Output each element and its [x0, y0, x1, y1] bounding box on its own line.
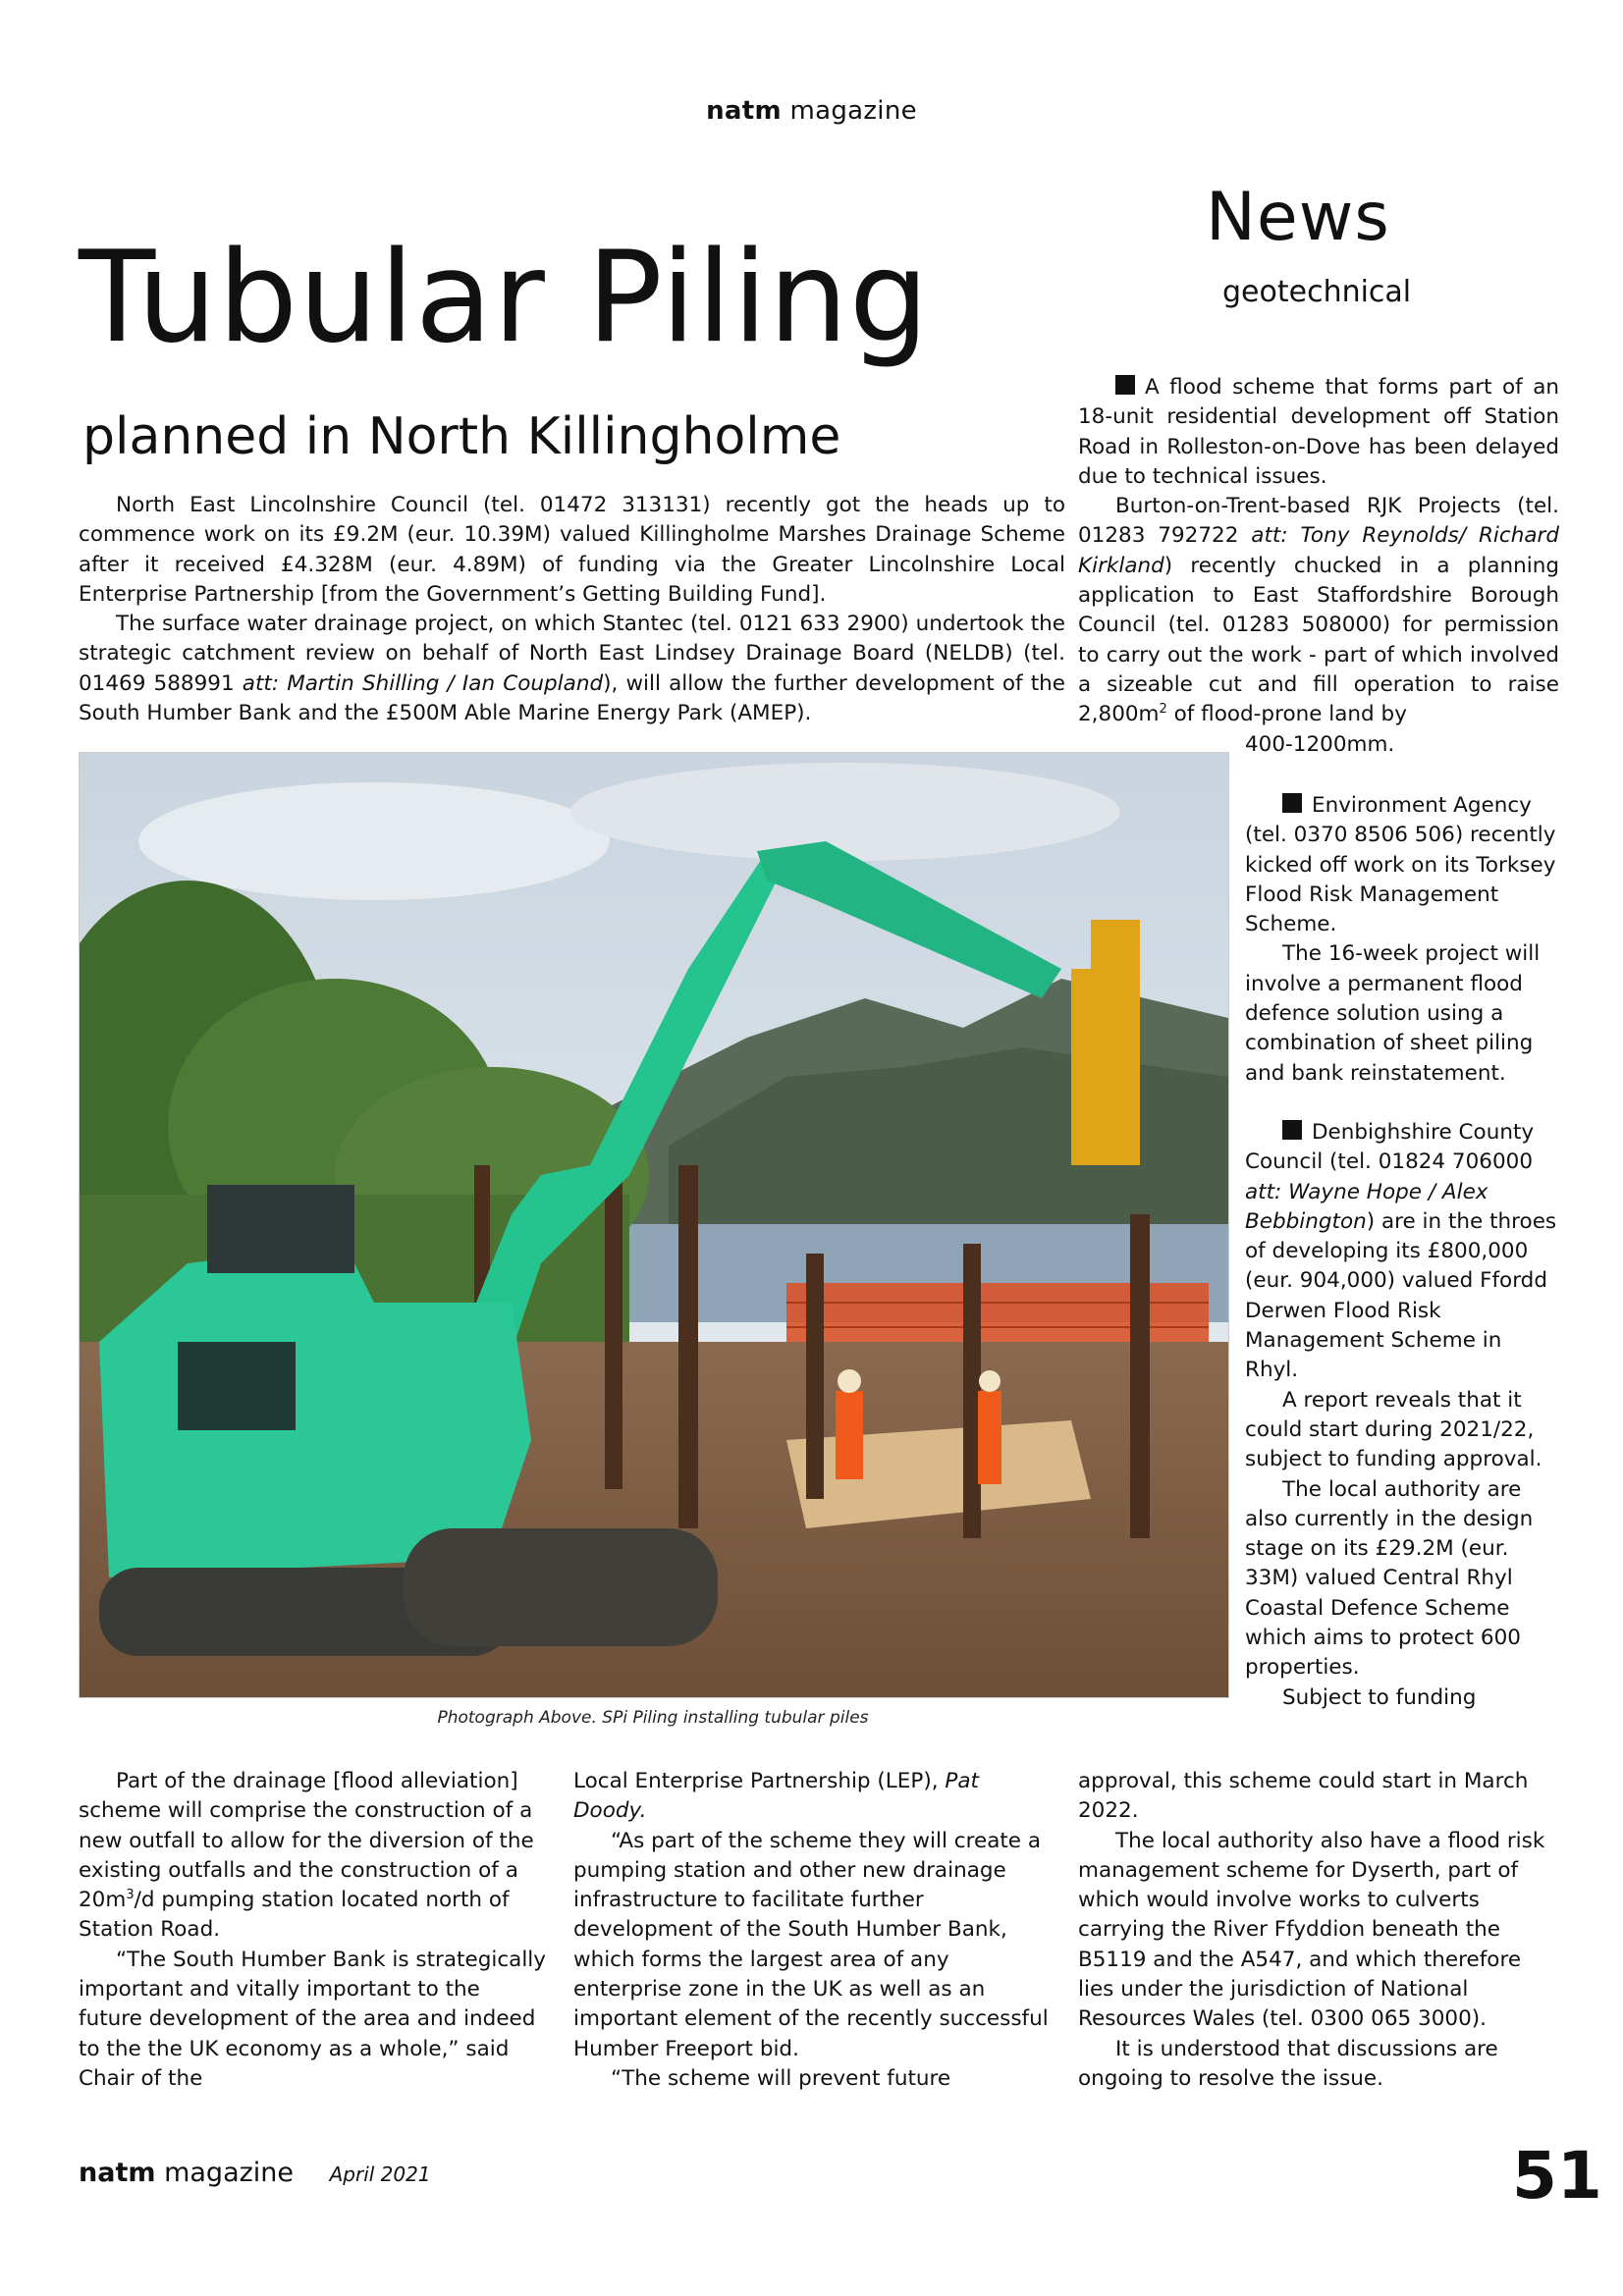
- bullet-square-icon: [1282, 1120, 1302, 1140]
- excavator-piling-photo: [80, 753, 1228, 1697]
- news-item-3-rhyl: The local authority are also currently in the design stage on its £29.2M (eur. 33M) valued Central Rhyl Coastal Defence Scheme which aims to protect 600 properties.: [1245, 1476, 1534, 1681]
- news-item-1-body: Burton-on-Trent-based RJK Projects (tel. 01283 792722 att: Tony Reynolds/ Richard Kirkland) recently chucked in a planning application to East Staffordshire Borough Council (tel. 01283 508000) for permission to carry out the work - part of which involved a sizeable cut and fill operation to raise $2,800m^2$ of flood-prone land by: [1078, 494, 1559, 727]
- article-intro: [79, 491, 1065, 728]
- page-number: 51: [1512, 2138, 1602, 2214]
- photo-caption: Photograph Above. SPi Piling installing tubular piles: [437, 1708, 869, 1728]
- intro-paragraph-2: The surface water drainage project, on which Stantec (tel. 0121 633 2900) undertook the strategic catchment review on behalf of North East Lindsey Drainage Board (NELDB) (tel. 01469 588991 att: Martin Shilling / Ian Coupland), will allow the further development of the South Humber Bank and the £500M Able Marine Energy Park (AMEP).: [79, 612, 1066, 726]
- footer-date: April 2021: [329, 2163, 431, 2186]
- news-item-1: [1078, 373, 1559, 760]
- col1-paragraph-2: “The South Humber Bank is strategically important and vitally important to the future development of the area and indeed to the the UK economy as a whole,” said Chair of the: [79, 1947, 546, 2091]
- article-column-1: [79, 1767, 550, 2094]
- news-item-3-report: A report reveals that it could start during 2021/22, subject to funding approval.: [1245, 1387, 1542, 1472]
- footer-brand-bold: natm: [79, 2158, 156, 2188]
- magazine-header: [0, 96, 1623, 126]
- news-item-1-lead: A flood scheme that forms part of an 18-unit residential development off Station Road in Rolleston-on-Dove has been delayed due to technical issues.: [1078, 375, 1559, 489]
- col2-paragraph-2: “As part of the scheme they will create a pumping station and other new drainage infrastructure to facilitate further development of the South Humber Bank, which forms the largest area of any enterprise zone in the UK as well as an important element of the recently successful Humber Freeport bid.: [573, 1828, 1049, 2061]
- news-item-2-lead: Environment Agency (tel. 0370 8506 506) recently kicked off work on its Torksey Flood Risk Management Scheme.: [1245, 793, 1556, 937]
- col2-paragraph-3: “The scheme will prevent future: [611, 2065, 951, 2091]
- news-item-2-body: The 16-week project will involve a permanent flood defence solution using a combination of sheet piling and bank reinstatement.: [1245, 941, 1541, 1086]
- bullet-square-icon: [1282, 793, 1302, 813]
- bullet-square-icon: [1115, 375, 1135, 395]
- article-column-2: [573, 1767, 1051, 2094]
- news-item-3-dyserth: The local authority also have a flood risk management scheme for Dyserth, part of which would involve works to culverts carrying the River Ffyddion beneath the B5119 and the A547, and which therefore lies under the jurisdiction of National Resources Wales (tel. 0300 065 3000).: [1078, 1828, 1545, 2032]
- footer-brand: [79, 2158, 431, 2188]
- section-subtitle: geotechnical: [1222, 275, 1412, 309]
- news-item-3-funding-b: approval, this scheme could start in March 2022.: [1078, 1769, 1529, 1824]
- header-brand-bold: natm: [706, 96, 782, 126]
- header-brand-rest: magazine: [789, 96, 917, 126]
- news-item-3-continued: [1078, 1767, 1559, 2094]
- col2-paragraph-1: Local Enterprise Partnership (LEP), Pat Doody.: [573, 1769, 979, 1824]
- intro-paragraph-1: North East Lincolnshire Council (tel. 01472 313131) recently got the heads up to commence work on its £9.2M (eur. 10.39M) valued Killingholme Marshes Drainage Scheme after it received £4.328M (eur. 4.89M) of funding via the Greater Lincolnshire Local Enterprise Partnership [from the Government’s Getting Building Fund].: [79, 493, 1065, 607]
- news-item-2: [1245, 791, 1561, 1713]
- news-item-1-tail: 400-1200mm.: [1245, 731, 1395, 757]
- news-item-3-lead: Denbighshire County Council (tel. 01824 706000 att: Wayne Hope / Alex Bebbington) are in the throes of developing its £800,000 (eur. 904,000) valued Ffordd Derwen Flood Risk Management Scheme in Rhyl.: [1245, 1119, 1557, 1383]
- col1-paragraph-1: Part of the drainage [flood alleviation] scheme will comprise the construction of a new outfall to allow for the diversion of the existing outfalls and the construction of a $20m^3/d$ pumping station located north of Station Road.: [79, 1769, 534, 1943]
- article-title: Tubular Piling: [79, 225, 930, 371]
- article-photo: [79, 752, 1229, 1698]
- footer-brand-rest: magazine: [164, 2158, 295, 2188]
- article-subtitle: planned in North Killingholme: [82, 407, 841, 466]
- news-item-3-funding-a: Subject to funding: [1282, 1684, 1477, 1710]
- section-title: News: [1206, 179, 1390, 256]
- news-item-3-closing: It is understood that discussions are ongoing to resolve the issue.: [1078, 2036, 1498, 2091]
